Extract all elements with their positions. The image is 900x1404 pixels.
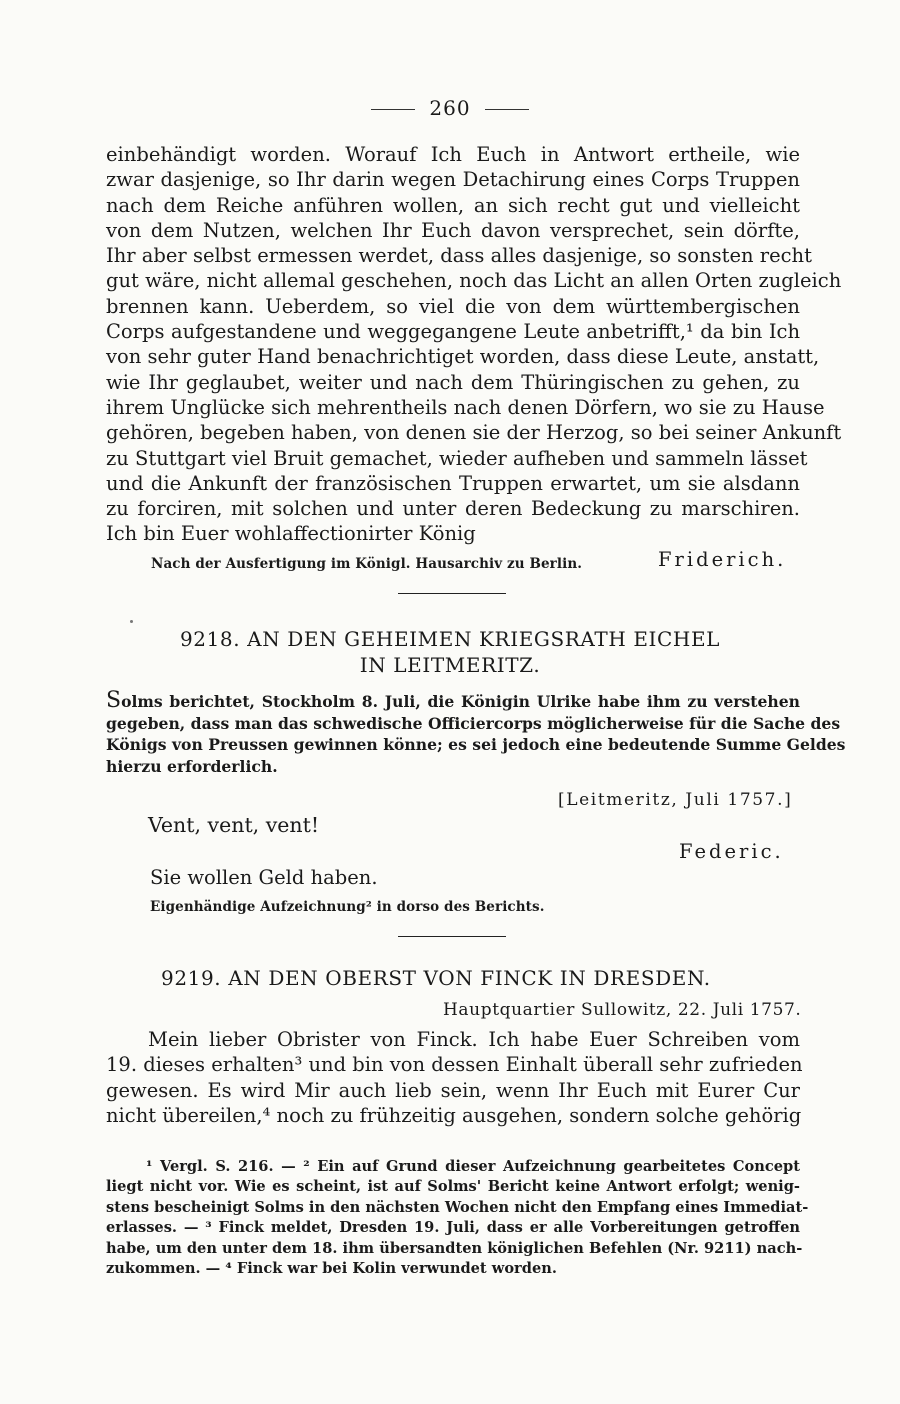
letter-body — [106, 1027, 803, 1128]
page-number-dash-right — [485, 109, 529, 110]
footnotes — [106, 1157, 809, 1279]
footnote-line: stens bescheinigt Solms in den nächsten Wochen nicht den Empfang eines Immediat- — [106, 1198, 809, 1216]
letter-heading: 9219. AN DEN OBERST VON FINCK IN DRESDEN. — [161, 966, 711, 990]
body-line: Ich bin Euer wohlaffectionirter König — [106, 522, 476, 546]
footnote-line: zukommen. — ⁴ Finck war bei Kolin verwundet worden. — [106, 1260, 557, 1278]
body-line: wie Ihr geglaubet, weiter und nach dem Thüringischen zu gehen, zu — [106, 370, 800, 394]
source-note: Eigenhändige Aufzeichnung² in dorso des Berichts. — [150, 899, 545, 915]
page-number-header — [0, 96, 900, 120]
letter-heading-line: IN LEITMERITZ. — [359, 653, 541, 677]
summary-line-text: olms berichtet, Stockholm 8. Juli, die Königin Ulrike habe ihm zu verstehen — [121, 692, 800, 711]
letter-text: Vent, vent, vent! — [148, 813, 320, 837]
body-line: 19. dieses erhalten³ und bin von dessen Einhalt überall sehr zufrieden — [106, 1053, 803, 1077]
body-line: nach dem Reiche anführen wollen, an sich recht gut und vielleicht — [106, 193, 800, 217]
body-line: gut wäre, nicht allemal geschehen, noch das Licht an allen Orten zugleich — [106, 269, 842, 293]
summary-line — [106, 690, 800, 713]
body-line: von sehr guter Hand benachrichtiget worden, dass diese Leute, anstatt, — [106, 345, 820, 369]
body-line: ihrem Unglücke sich mehrentheils nach denen Dörfern, wo sie zu Hause — [106, 395, 825, 419]
section-divider — [398, 936, 506, 937]
letter-heading — [0, 626, 900, 678]
body-line: gehören, begeben haben, von denen sie der Herzog, so bei seiner Ankunft — [106, 421, 842, 445]
body-line: und die Ankunft der französischen Truppen erwartet, um sie alsdann — [106, 471, 800, 495]
letter-heading-line: 9218. AN DEN GEHEIMEN KRIEGSRATH EICHEL — [179, 627, 721, 651]
body-line: von dem Nutzen, welchen Ihr Euch davon versprechet, sein dörfte, — [106, 218, 800, 242]
letter-body-continued — [106, 142, 842, 547]
signature: Federic. — [679, 840, 784, 863]
letter-text: Sie wollen Geld haben. — [150, 866, 378, 889]
summary-line: Königs von Preussen gewinnen könne; es sei jedoch eine bedeutende Summe Geldes — [106, 735, 846, 755]
source-note: Nach der Ausfertigung im Königl. Hausarchiv zu Berlin. — [151, 556, 583, 572]
footnote-line: habe, um den unter dem 18. ihm übersandten königlichen Befehlen (Nr. 9211) nach- — [106, 1239, 803, 1257]
summary-line: hierzu erforderlich. — [106, 756, 278, 776]
body-line: zu Stuttgart viel Bruit gemachet, wieder aufheben und sammeln lässet — [106, 446, 808, 470]
summary-line: gegeben, dass man das schwedische Officiercorps möglicherweise für die Sache des — [106, 713, 841, 733]
body-line: zwar dasjenige, so Ihr darin wegen Detachirung eines Corps Truppen — [106, 168, 800, 192]
body-line: brennen kann. Ueberdem, so viel die von dem württembergischen — [106, 294, 800, 318]
page-number-dash-left — [371, 109, 415, 110]
body-line: einbehändigt worden. Worauf Ich Euch in Antwort ertheile, wie — [106, 143, 800, 166]
body-line: Corps aufgestandene und weggegangene Leute anbetrifft,¹ da bin Ich — [106, 320, 800, 344]
print-speck — [130, 620, 133, 623]
body-line: gewesen. Es wird Mir auch lieb sein, wenn Ihr Euch mit Eurer Cur — [106, 1078, 800, 1102]
signature: Friderich. — [658, 548, 787, 571]
page-number: 260 — [429, 96, 471, 120]
footnote-line: ¹ Vergl. S. 216. — ² Ein auf Grund dieser Aufzeichnung gearbeitetes Concept — [146, 1158, 800, 1175]
footnote-line: erlasses. — ³ Finck meldet, Dresden 19. Juli, dass er alle Vorbereitungen getroffen — [106, 1219, 800, 1237]
body-line: Mein lieber Obrister von Finck. Ich habe Euer Schreiben vom — [148, 1028, 800, 1051]
summary-initial: S — [106, 688, 122, 713]
body-line: zu forciren, mit solchen und unter deren Bedeckung zu marschiren. — [106, 497, 800, 521]
place-date: [Leitmeritz, Juli 1757.] — [558, 790, 793, 810]
body-line: Ihr aber selbst ermessen werdet, dass alles dasjenige, so sonsten recht — [106, 244, 812, 268]
place-date: Hauptquartier Sullowitz, 22. Juli 1757. — [443, 1000, 802, 1020]
section-divider — [398, 593, 506, 594]
body-line: nicht übereilen,⁴ noch zu frühzeitig ausgehen, sondern solche gehörig — [106, 1103, 802, 1127]
footnote-line: liegt nicht vor. Wie es scheint, ist auf Solms' Bericht keine Antwort erfolgt; wenig- — [106, 1178, 800, 1196]
letter-summary — [106, 688, 846, 777]
